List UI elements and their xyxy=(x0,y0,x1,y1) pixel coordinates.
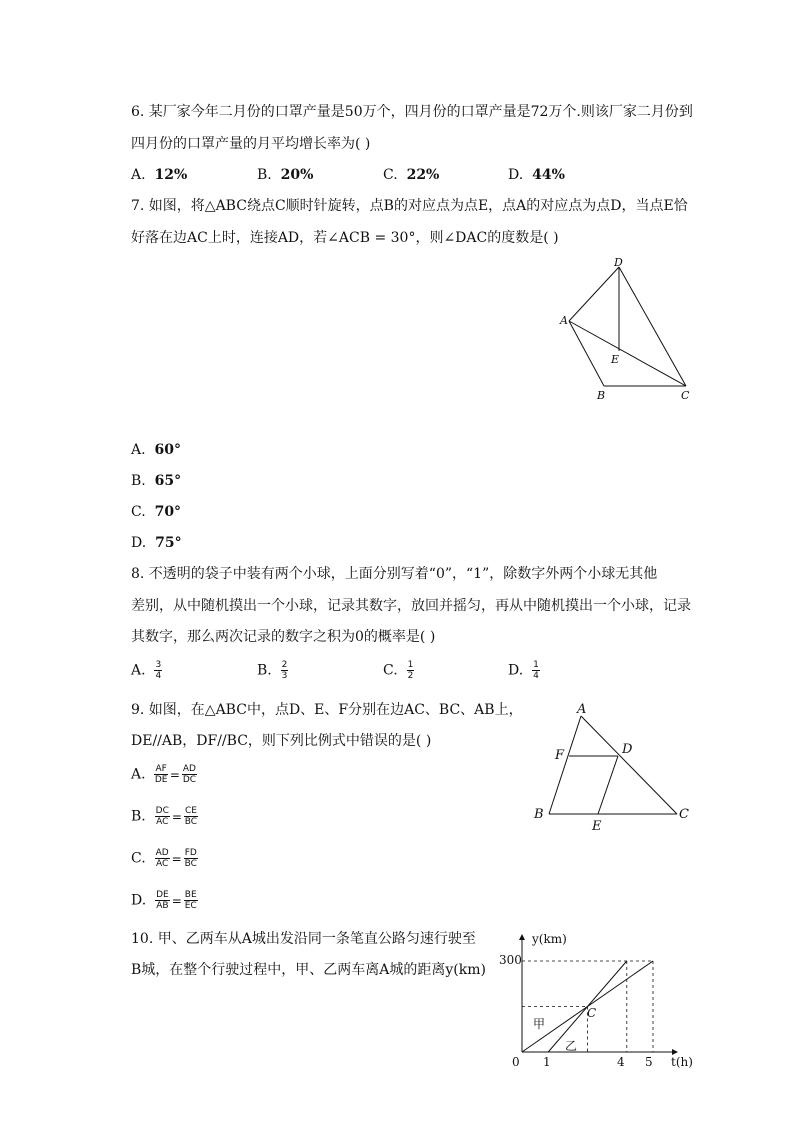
q10-y-tick-300: 300 xyxy=(499,953,522,967)
q7-label-e: E xyxy=(611,353,620,366)
q7-option-a: A. 60° xyxy=(131,442,181,458)
q10-origin: 0 xyxy=(512,1055,520,1069)
q7-label-d: D xyxy=(614,256,623,269)
q7-text-line1: 7. 如图，将△ABC绕点C顺时针旋转，点B的对应点为点E，点A的对应点为点D，当点E恰 xyxy=(131,198,688,214)
q6-option-c: C. 22% xyxy=(383,167,440,183)
q9-label-d: D xyxy=(622,742,633,757)
q9-figure xyxy=(528,700,698,835)
q8-option-b: B. $\frac{2}{3}$ xyxy=(257,660,288,681)
q10-point-c-label: C xyxy=(587,1006,597,1020)
q7-label-b: B xyxy=(597,389,606,402)
q10-series-yi-label: 乙 xyxy=(565,1039,578,1053)
q10-x-tick-1: 1 xyxy=(543,1055,551,1069)
q10-x-tick-5: 5 xyxy=(645,1055,653,1069)
q9-label-c: C xyxy=(679,807,689,822)
q6-text-line1: 6. 某厂家今年二月份的口罩产量是50万个，四月份的口罩产量是72万个.则该厂家二月份到 xyxy=(131,104,693,120)
q7-seg-ad xyxy=(569,267,619,321)
q7-option-b: B. 65° xyxy=(131,473,182,489)
q8-option-d: D. $\frac{1}{4}$ xyxy=(508,660,539,681)
q10-series-jia-label: 甲 xyxy=(533,1017,546,1031)
q8-text-line1: 8. 不透明的袋子中装有两个小球，上面分别写着“0”，“1”，除数字外两个小球无其他 xyxy=(131,566,658,582)
q6-option-a: A. 12% xyxy=(131,167,188,183)
q7-seg-dc xyxy=(619,267,686,386)
q9-label-f: F xyxy=(555,748,565,763)
q10-x-tick-4: 4 xyxy=(617,1055,625,1069)
q9-text-line2: DE//AB，DF//BC，则下列比例式中错误的是( ) xyxy=(131,733,432,749)
q9-option-a: A. $\frac{AF}{DE}$ = $\frac{AD}{DC}$ xyxy=(131,764,197,785)
q6-text-line2: 四月份的口罩产量的月平均增长率为( ) xyxy=(131,136,371,152)
q9-seg-ac xyxy=(581,716,677,814)
q10-x-label: t(h) xyxy=(671,1055,693,1069)
q9-text-line1: 9. 如图，在△ABC中，点D、E、F分别在边AC、BC、AB上， xyxy=(131,702,523,718)
q9-option-d: D. $\frac{DE}{AB}$ = $\frac{BE}{EC}$ xyxy=(131,890,197,911)
q7-text-line2: 好落在边AC上时，连接AD，若∠ACB = 30°，则∠DAC的度数是( ) xyxy=(131,230,559,246)
q7-label-c: C xyxy=(681,389,690,402)
q9-seg-de xyxy=(598,756,618,814)
q10-y-label: y(km) xyxy=(532,932,567,946)
q9-option-b: B. $\frac{DC}{AC}$ = $\frac{CE}{BC}$ xyxy=(131,806,198,827)
q7-option-c: C. 70° xyxy=(131,504,182,520)
q6-option-d: D. 44% xyxy=(508,167,565,183)
q9-seg-ab xyxy=(549,716,581,814)
q8-text-line2: 差别，从中随机摸出一个小球，记录其数字，放回并摇匀，再从中随机摸出一个小球，记录 xyxy=(131,598,691,614)
q8-text-line3: 其数字，那么两次记录的数字之积为0的概率是( ) xyxy=(131,629,436,645)
q9-option-c: C. $\frac{AD}{AC}$ = $\frac{FD}{BC}$ xyxy=(131,848,197,869)
q7-label-a: A xyxy=(560,314,568,327)
q10-text-line2: B城，在整个行驶过程中，甲、乙两车离A城的距离y(km) xyxy=(131,962,486,978)
q7-option-d: D. 75° xyxy=(131,535,182,551)
q6-option-b: B. 20% xyxy=(257,167,314,183)
q10-text-line1: 10. 甲、乙两车从A城出发沿同一条笔直公路匀速行驶至 xyxy=(131,931,476,947)
q9-label-a: A xyxy=(577,702,587,717)
q8-option-a: A. $\frac{3}{4}$ xyxy=(131,660,162,681)
q8-option-c: C. $\frac{1}{2}$ xyxy=(383,660,414,681)
q9-label-b: B xyxy=(534,807,544,822)
q10-graph xyxy=(499,925,700,1073)
q9-label-e: E xyxy=(592,819,602,834)
q7-figure xyxy=(555,255,700,405)
